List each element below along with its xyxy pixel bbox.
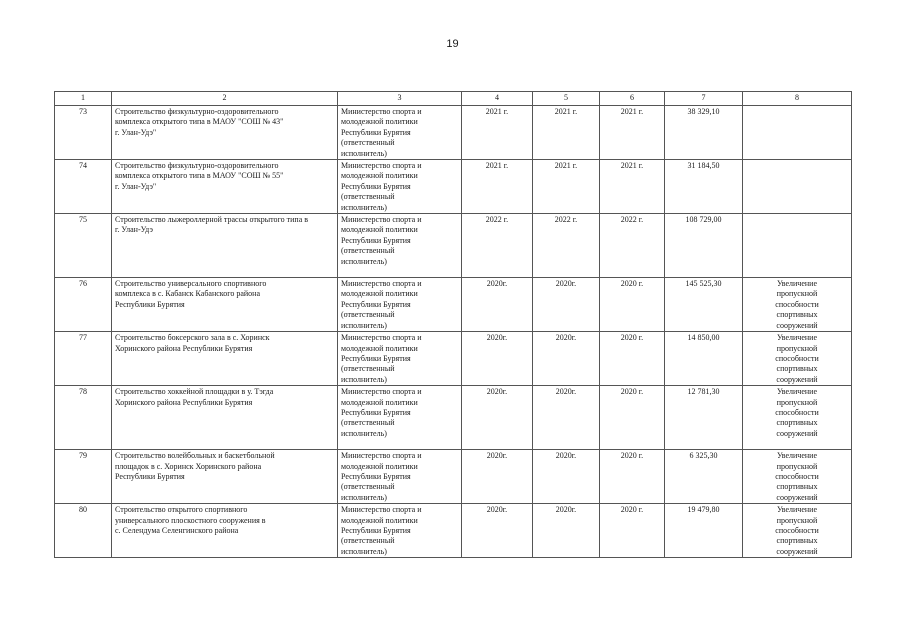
row-number: 78 — [55, 386, 112, 450]
result — [743, 214, 852, 278]
year-end: 2022 г. — [533, 214, 600, 278]
project-name: Строительство физкультурно-оздоровительного комплекса открытого типа в МАОУ "СОШ № 55" г. Улан-Удэ" — [112, 160, 338, 214]
year-funding: 2021 г. — [600, 160, 665, 214]
year-funding: 2021 г. — [600, 106, 665, 160]
year-end: 2021 г. — [533, 160, 600, 214]
page-number: 19 — [446, 38, 459, 50]
row-number: 80 — [55, 504, 112, 558]
year-end: 2020г. — [533, 278, 600, 332]
year-start: 2020г. — [462, 332, 533, 386]
project-name: Строительство лыжероллерной трассы открытого типа в г. Улан-Удэ — [112, 214, 338, 278]
year-funding: 2020 г. — [600, 504, 665, 558]
executor: Министерство спорта и молодежной политики Республики Бурятия (ответственный исполнитель) — [338, 106, 462, 160]
amount: 19 479,80 — [665, 504, 743, 558]
table-row — [55, 504, 852, 558]
row-number: 79 — [55, 450, 112, 504]
result — [743, 106, 852, 160]
row-number: 77 — [55, 332, 112, 386]
table-row — [55, 278, 852, 332]
table-row — [55, 214, 852, 278]
header-cell: 7 — [665, 92, 743, 106]
executor: Министерство спорта и молодежной политики Республики Бурятия (ответственный исполнитель) — [338, 160, 462, 214]
result: Увеличение пропускной способности спортивных сооружений — [743, 278, 852, 332]
executor: Министерство спорта и молодежной политики Республики Бурятия (ответственный исполнитель) — [338, 332, 462, 386]
row-number: 73 — [55, 106, 112, 160]
year-start: 2021 г. — [462, 160, 533, 214]
year-funding: 2020 г. — [600, 332, 665, 386]
project-name: Строительство открытого спортивного универсального плоскостного сооружения в с. Селендума Селенгинского района — [112, 504, 338, 558]
year-funding: 2022 г. — [600, 214, 665, 278]
project-name: Строительство хоккейной площадки в у. Тэгда Хоринского района Республики Бурятия — [112, 386, 338, 450]
row-number: 75 — [55, 214, 112, 278]
executor: Министерство спорта и молодежной политики Республики Бурятия (ответственный исполнитель) — [338, 504, 462, 558]
project-name: Строительство универсального спортивного комплекса в с. Кабанск Кабанского района Республики Бурятия — [112, 278, 338, 332]
table-row — [55, 160, 852, 214]
program-table — [54, 91, 852, 558]
result: Увеличение пропускной способности спортивных сооружений — [743, 504, 852, 558]
amount: 6 325,30 — [665, 450, 743, 504]
result: Увеличение пропускной способности спортивных сооружений — [743, 386, 852, 450]
result: Увеличение пропускной способности спортивных сооружений — [743, 450, 852, 504]
table-row — [55, 106, 852, 160]
table-row — [55, 386, 852, 450]
header-cell: 3 — [338, 92, 462, 106]
year-start: 2021 г. — [462, 106, 533, 160]
header-cell: 5 — [533, 92, 600, 106]
amount: 14 850,00 — [665, 332, 743, 386]
table-row — [55, 450, 852, 504]
executor: Министерство спорта и молодежной политики Республики Бурятия (ответственный исполнитель) — [338, 278, 462, 332]
year-start: 2020г. — [462, 504, 533, 558]
amount: 12 781,30 — [665, 386, 743, 450]
executor: Министерство спорта и молодежной политики Республики Бурятия (ответственный исполнитель) — [338, 450, 462, 504]
amount: 38 329,10 — [665, 106, 743, 160]
amount: 31 184,50 — [665, 160, 743, 214]
project-name: Строительство волейбольных и баскетбольной площадок в с. Хоринск Хоринского района Республики Бурятия — [112, 450, 338, 504]
executor: Министерство спорта и молодежной политики Республики Бурятия (ответственный исполнитель) — [338, 386, 462, 450]
header-cell: 8 — [743, 92, 852, 106]
project-name: Строительство боксерского зала в с. Хоринск Хоринского района Республики Бурятия — [112, 332, 338, 386]
year-end: 2020г. — [533, 386, 600, 450]
year-start: 2020г. — [462, 278, 533, 332]
table-row — [55, 332, 852, 386]
header-cell: 1 — [55, 92, 112, 106]
header-cell: 2 — [112, 92, 338, 106]
year-start: 2020г. — [462, 450, 533, 504]
amount: 145 525,30 — [665, 278, 743, 332]
year-start: 2022 г. — [462, 214, 533, 278]
year-start: 2020г. — [462, 386, 533, 450]
header-cell: 6 — [600, 92, 665, 106]
year-funding: 2020 г. — [600, 386, 665, 450]
project-name: Строительство физкультурно-оздоровительного комплекса открытого типа в МАОУ "СОШ № 43" г. Улан-Удэ" — [112, 106, 338, 160]
year-end: 2020г. — [533, 504, 600, 558]
header-cell: 4 — [462, 92, 533, 106]
row-number: 74 — [55, 160, 112, 214]
year-end: 2021 г. — [533, 106, 600, 160]
year-end: 2020г. — [533, 450, 600, 504]
executor: Министерство спорта и молодежной политики Республики Бурятия (ответственный исполнитель) — [338, 214, 462, 278]
row-number: 76 — [55, 278, 112, 332]
year-funding: 2020 г. — [600, 450, 665, 504]
result: Увеличение пропускной способности спортивных сооружений — [743, 332, 852, 386]
year-end: 2020г. — [533, 332, 600, 386]
table-header-row — [55, 92, 852, 106]
result — [743, 160, 852, 214]
year-funding: 2020 г. — [600, 278, 665, 332]
amount: 108 729,00 — [665, 214, 743, 278]
